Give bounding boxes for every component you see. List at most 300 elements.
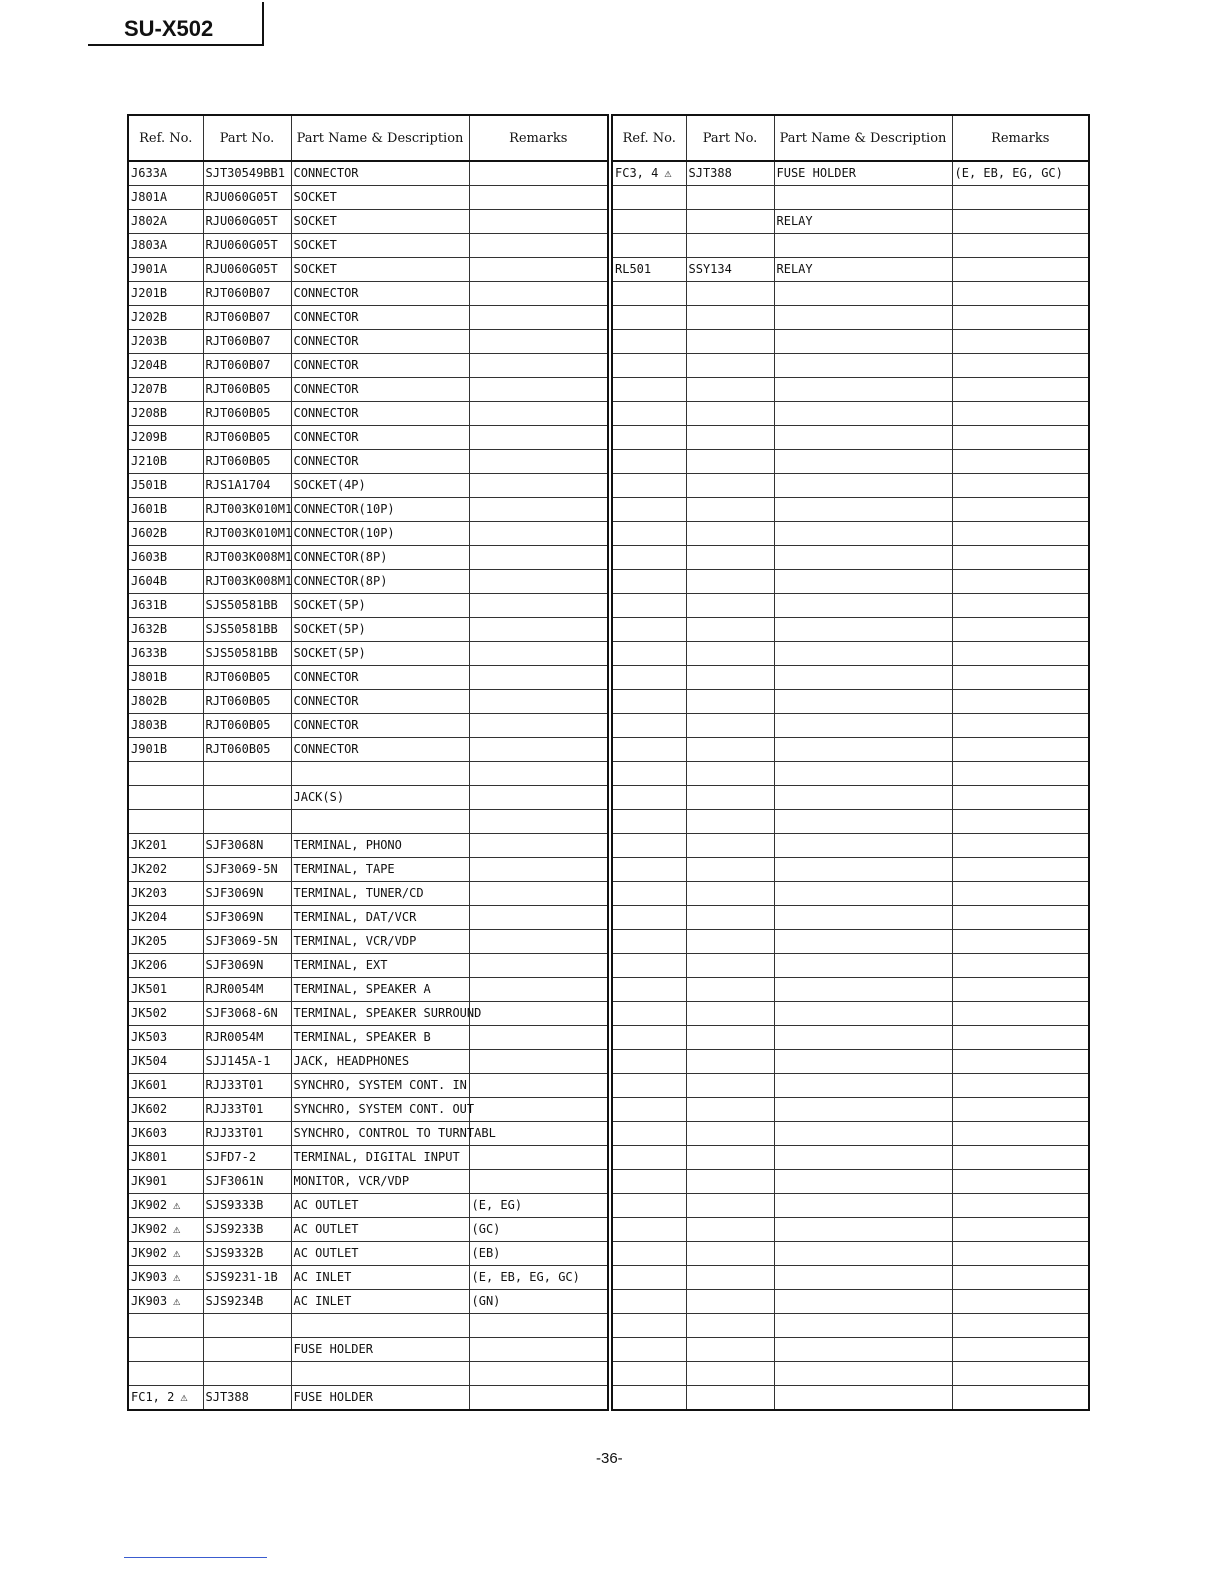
part-no-cell <box>686 714 774 738</box>
part-name-cell <box>774 666 952 690</box>
ref-no-text: J210B <box>131 454 168 468</box>
remarks-cell <box>469 330 607 354</box>
part-no-cell <box>203 1146 291 1170</box>
part-no-text: SJT30549BB1 <box>205 166 285 180</box>
part-name-cell <box>291 1338 469 1362</box>
table-row <box>613 1362 1088 1386</box>
part-name-cell <box>774 1194 952 1218</box>
remarks-text: (E, EB, EG, GC) <box>471 1270 580 1284</box>
part-name-cell <box>774 762 952 786</box>
table-row <box>129 858 607 882</box>
ref-no-cell <box>129 1242 203 1266</box>
footer-rule <box>124 1557 267 1558</box>
table-row <box>613 498 1088 522</box>
remarks-cell <box>952 474 1088 498</box>
table-row <box>613 522 1088 546</box>
part-no-cell <box>203 858 291 882</box>
part-no-cell <box>203 161 291 186</box>
part-no-text: SSY134 <box>688 262 732 276</box>
part-no-cell <box>686 354 774 378</box>
part-no-text: SJS9333B <box>205 1198 264 1212</box>
part-no-cell <box>203 186 291 210</box>
remarks-cell <box>469 930 607 954</box>
part-name-cell <box>291 426 469 450</box>
part-no-cell <box>686 570 774 594</box>
ref-no-text: JK206 <box>131 958 168 972</box>
part-name-cell <box>774 858 952 882</box>
part-no-cell <box>686 1170 774 1194</box>
part-name-text: SOCKET <box>293 262 337 276</box>
remarks-cell <box>469 978 607 1002</box>
part-no-cell <box>686 1026 774 1050</box>
part-no-cell <box>686 1338 774 1362</box>
remarks-cell <box>952 1218 1088 1242</box>
table-row <box>613 474 1088 498</box>
part-name-cell <box>774 570 952 594</box>
part-no-text: RJT003K008M1 <box>205 550 293 564</box>
remarks-cell <box>952 1290 1088 1314</box>
part-name-cell <box>291 618 469 642</box>
part-name-text: TERMINAL, TAPE <box>293 862 395 876</box>
ref-no-cell <box>129 690 203 714</box>
ref-no-text: JK902 <box>131 1222 168 1236</box>
table-row <box>613 594 1088 618</box>
ref-no-cell <box>613 786 686 810</box>
part-name-text: JACK, HEADPHONES <box>293 1054 410 1068</box>
ref-no-text: JK902 <box>131 1198 168 1212</box>
part-no-cell <box>203 786 291 810</box>
ref-no-cell <box>129 354 203 378</box>
table-row <box>613 1338 1088 1362</box>
part-no-text: RJT060B05 <box>205 694 271 708</box>
ref-no-cell <box>613 1074 686 1098</box>
remarks-cell <box>952 642 1088 666</box>
ref-no-cell <box>613 930 686 954</box>
part-no-cell <box>686 378 774 402</box>
part-no-text: RJT060B07 <box>205 334 271 348</box>
table-row <box>129 546 607 570</box>
table-row <box>613 186 1088 210</box>
remarks-cell <box>469 1362 607 1386</box>
safety-warning-icon: ⚠ <box>173 1270 181 1284</box>
part-name-cell <box>774 402 952 426</box>
part-name-cell <box>291 1242 469 1266</box>
table-row <box>129 1026 607 1050</box>
remarks-cell <box>469 762 607 786</box>
part-name-text: TERMINAL, DIGITAL INPUT <box>293 1150 460 1164</box>
parts-table-left-container <box>127 114 609 1411</box>
table-header-row <box>613 116 1088 161</box>
part-no-cell <box>203 1002 291 1026</box>
part-name-cell <box>291 882 469 906</box>
part-name-text: CONNECTOR <box>293 694 359 708</box>
remarks-text: (EB) <box>471 1246 501 1260</box>
part-name-cell <box>774 186 952 210</box>
ref-no-text: JK204 <box>131 910 168 924</box>
table-row <box>129 1074 607 1098</box>
part-name-cell <box>291 1050 469 1074</box>
ref-no-cell <box>129 1362 203 1386</box>
header-ref-no: Ref. No. <box>613 116 686 161</box>
remarks-cell <box>952 1122 1088 1146</box>
part-name-text: CONNECTOR(8P) <box>293 550 388 564</box>
part-name-cell <box>774 258 952 282</box>
ref-no-cell <box>613 1122 686 1146</box>
ref-no-cell <box>613 1266 686 1290</box>
ref-no-text: J603B <box>131 550 168 564</box>
header-remarks: Remarks <box>469 116 607 161</box>
part-no-text: SJS50581BB <box>205 598 278 612</box>
ref-no-cell <box>613 210 686 234</box>
remarks-cell <box>952 1170 1088 1194</box>
header-ref-no: Ref. No. <box>129 116 203 161</box>
table-row <box>613 834 1088 858</box>
ref-no-text: J632B <box>131 622 168 636</box>
part-name-text: TERMINAL, PHONO <box>293 838 402 852</box>
part-name-text: TERMINAL, DAT/VCR <box>293 910 417 924</box>
table-row <box>129 161 607 186</box>
ref-no-cell <box>613 1242 686 1266</box>
ref-no-cell <box>613 714 686 738</box>
ref-no-cell <box>129 1386 203 1410</box>
remarks-cell <box>952 498 1088 522</box>
remarks-cell <box>469 738 607 762</box>
part-no-cell <box>686 1266 774 1290</box>
part-name-text: CONNECTOR <box>293 742 359 756</box>
part-no-cell <box>203 954 291 978</box>
safety-warning-icon: ⚠ <box>180 1390 188 1404</box>
ref-no-text: JK901 <box>131 1174 168 1188</box>
part-no-text: SJF3068N <box>205 838 264 852</box>
remarks-cell <box>952 378 1088 402</box>
remarks-cell <box>469 161 607 186</box>
table-row <box>129 1386 607 1410</box>
ref-no-text: J604B <box>131 574 168 588</box>
remarks-cell <box>469 1194 607 1218</box>
part-name-cell <box>774 306 952 330</box>
table-row <box>129 1290 607 1314</box>
ref-no-text: JK201 <box>131 838 168 852</box>
part-no-text: SJT388 <box>688 166 732 180</box>
part-name-cell <box>774 1242 952 1266</box>
table-row <box>613 450 1088 474</box>
remarks-cell <box>469 354 607 378</box>
part-no-cell <box>203 258 291 282</box>
part-name-text: SYNCHRO, SYSTEM CONT. OUT <box>293 1102 475 1116</box>
ref-no-cell <box>129 618 203 642</box>
ref-no-cell <box>129 666 203 690</box>
remarks-cell <box>952 618 1088 642</box>
part-name-cell <box>291 1026 469 1050</box>
part-name-cell <box>291 498 469 522</box>
remarks-cell <box>469 210 607 234</box>
part-no-cell <box>686 954 774 978</box>
part-no-cell <box>686 1386 774 1410</box>
part-name-cell <box>291 594 469 618</box>
part-no-cell <box>203 570 291 594</box>
ref-no-cell <box>613 834 686 858</box>
part-no-cell <box>203 330 291 354</box>
ref-no-cell <box>613 1194 686 1218</box>
part-name-cell <box>774 834 952 858</box>
remarks-cell <box>952 738 1088 762</box>
remarks-cell <box>952 1002 1088 1026</box>
part-no-cell <box>203 474 291 498</box>
part-no-text: SJFD7-2 <box>205 1150 257 1164</box>
part-no-cell <box>686 210 774 234</box>
part-no-text: SJJ145A-1 <box>205 1054 271 1068</box>
part-no-cell <box>203 1266 291 1290</box>
remarks-cell <box>952 306 1088 330</box>
table-row <box>129 786 607 810</box>
part-name-text: SOCKET <box>293 238 337 252</box>
table-row <box>129 738 607 762</box>
part-name-text: RELAY <box>776 214 813 228</box>
part-no-text: RJT060B07 <box>205 286 271 300</box>
part-name-text: AC OUTLET <box>293 1198 359 1212</box>
remarks-cell <box>952 234 1088 258</box>
ref-no-cell <box>129 762 203 786</box>
remarks-cell <box>469 546 607 570</box>
part-name-cell <box>774 1098 952 1122</box>
remarks-cell <box>469 474 607 498</box>
part-no-cell <box>686 834 774 858</box>
ref-no-text: JK503 <box>131 1030 168 1044</box>
table-row <box>613 1098 1088 1122</box>
remarks-cell <box>952 450 1088 474</box>
remarks-cell <box>469 1026 607 1050</box>
ref-no-cell <box>613 474 686 498</box>
part-name-cell <box>774 1362 952 1386</box>
remarks-cell <box>952 1026 1088 1050</box>
table-row <box>613 930 1088 954</box>
ref-no-cell <box>613 161 686 186</box>
remarks-cell <box>952 1386 1088 1410</box>
remarks-cell <box>952 858 1088 882</box>
ref-no-cell <box>613 858 686 882</box>
ref-no-cell <box>613 666 686 690</box>
remarks-cell <box>469 642 607 666</box>
part-name-cell <box>774 1266 952 1290</box>
part-no-cell <box>686 258 774 282</box>
table-row <box>129 378 607 402</box>
part-no-cell <box>686 666 774 690</box>
ref-no-cell <box>129 1026 203 1050</box>
part-name-text: AC INLET <box>293 1270 352 1284</box>
part-name-cell <box>291 402 469 426</box>
remarks-cell <box>469 1002 607 1026</box>
part-name-cell <box>774 474 952 498</box>
ref-no-cell <box>613 1338 686 1362</box>
header-part-no: Part No. <box>203 116 291 161</box>
remarks-cell <box>469 786 607 810</box>
part-name-cell <box>774 882 952 906</box>
part-no-cell <box>203 594 291 618</box>
remarks-cell <box>952 762 1088 786</box>
part-no-text: SJS50581BB <box>205 622 278 636</box>
safety-warning-icon: ⚠ <box>173 1294 181 1308</box>
part-no-text: RJT060B05 <box>205 454 271 468</box>
remarks-cell <box>469 1218 607 1242</box>
parts-table-right-body <box>613 161 1088 1409</box>
ref-no-cell <box>129 186 203 210</box>
part-no-text: RJJ33T01 <box>205 1102 264 1116</box>
table-row <box>129 1266 607 1290</box>
remarks-cell <box>952 810 1088 834</box>
part-name-cell <box>291 954 469 978</box>
part-name-cell <box>774 642 952 666</box>
part-name-cell <box>291 1194 469 1218</box>
safety-warning-icon: ⚠ <box>173 1198 181 1212</box>
part-no-text: SJS9233B <box>205 1222 264 1236</box>
ref-no-cell <box>613 954 686 978</box>
part-name-cell <box>774 714 952 738</box>
part-name-cell <box>291 810 469 834</box>
table-row <box>613 570 1088 594</box>
ref-no-cell <box>129 570 203 594</box>
remarks-cell <box>952 714 1088 738</box>
ref-no-cell <box>129 1314 203 1338</box>
part-name-cell <box>291 1266 469 1290</box>
ref-no-text: J201B <box>131 286 168 300</box>
part-name-cell <box>291 906 469 930</box>
part-name-cell <box>774 810 952 834</box>
table-row <box>129 210 607 234</box>
remarks-cell <box>469 306 607 330</box>
part-name-cell <box>774 546 952 570</box>
ref-no-cell <box>129 1266 203 1290</box>
part-no-cell <box>203 882 291 906</box>
ref-no-cell <box>613 1290 686 1314</box>
part-no-cell <box>203 642 291 666</box>
remarks-cell <box>469 858 607 882</box>
part-no-text: RJT060B05 <box>205 406 271 420</box>
part-no-cell <box>686 426 774 450</box>
ref-no-text: J207B <box>131 382 168 396</box>
table-row <box>613 161 1088 186</box>
ref-no-text: J203B <box>131 334 168 348</box>
ref-no-cell <box>613 402 686 426</box>
part-no-cell <box>203 210 291 234</box>
ref-no-cell <box>129 1338 203 1362</box>
remarks-cell <box>952 1338 1088 1362</box>
table-row <box>129 186 607 210</box>
part-name-text: SOCKET(5P) <box>293 646 366 660</box>
part-name-cell <box>774 210 952 234</box>
part-no-text: RJJ33T01 <box>205 1078 264 1092</box>
part-name-cell <box>774 1386 952 1410</box>
remarks-cell <box>952 1146 1088 1170</box>
part-no-cell <box>203 498 291 522</box>
part-no-cell <box>203 618 291 642</box>
remarks-cell <box>469 426 607 450</box>
ref-no-text: FC3, 4 <box>615 166 659 180</box>
part-no-cell <box>203 1098 291 1122</box>
table-row <box>613 1242 1088 1266</box>
table-row <box>129 978 607 1002</box>
remarks-cell <box>952 786 1088 810</box>
remarks-cell <box>952 354 1088 378</box>
table-row <box>129 690 607 714</box>
part-name-text: TERMINAL, TUNER/CD <box>293 886 424 900</box>
ref-no-cell <box>613 1362 686 1386</box>
ref-no-text: JK501 <box>131 982 168 996</box>
table-row <box>613 1194 1088 1218</box>
ref-no-text: JK603 <box>131 1126 168 1140</box>
remarks-cell <box>469 1242 607 1266</box>
part-name-cell <box>291 786 469 810</box>
table-row <box>613 402 1088 426</box>
part-no-cell <box>203 402 291 426</box>
part-name-cell <box>774 690 952 714</box>
table-row <box>129 306 607 330</box>
part-no-cell <box>686 642 774 666</box>
part-name-text: TERMINAL, SPEAKER SURROUND <box>293 1006 482 1020</box>
remarks-cell <box>952 1362 1088 1386</box>
part-no-text: SJF3068-6N <box>205 1006 278 1020</box>
part-no-cell <box>686 810 774 834</box>
part-no-text: SJS9234B <box>205 1294 264 1308</box>
part-name-cell <box>774 282 952 306</box>
ref-no-cell <box>613 306 686 330</box>
ref-no-cell <box>613 738 686 762</box>
part-name-cell <box>291 930 469 954</box>
ref-no-cell <box>613 1050 686 1074</box>
table-row <box>613 210 1088 234</box>
remarks-cell <box>952 1266 1088 1290</box>
table-row <box>613 858 1088 882</box>
part-name-cell <box>291 522 469 546</box>
ref-no-cell <box>613 546 686 570</box>
part-name-text: CONNECTOR(8P) <box>293 574 388 588</box>
part-no-cell <box>686 882 774 906</box>
remarks-cell <box>469 402 607 426</box>
remarks-cell <box>952 546 1088 570</box>
part-name-cell <box>291 210 469 234</box>
table-row <box>129 234 607 258</box>
part-no-cell <box>686 1074 774 1098</box>
part-no-text: SJF3069N <box>205 958 264 972</box>
ref-no-cell <box>613 330 686 354</box>
part-no-cell <box>686 161 774 186</box>
ref-no-cell <box>129 258 203 282</box>
part-name-cell <box>291 1074 469 1098</box>
part-no-cell <box>203 450 291 474</box>
part-no-cell <box>686 1050 774 1074</box>
remarks-cell <box>469 522 607 546</box>
table-row <box>129 474 607 498</box>
part-name-cell <box>291 258 469 282</box>
part-no-text: RJT060B05 <box>205 718 271 732</box>
ref-no-text: J801A <box>131 190 168 204</box>
remarks-cell <box>952 906 1088 930</box>
part-no-text: RJS1A1704 <box>205 478 271 492</box>
part-name-text: FUSE HOLDER <box>293 1342 373 1356</box>
remarks-cell <box>469 1314 607 1338</box>
ref-no-cell <box>613 378 686 402</box>
part-name-cell <box>291 1362 469 1386</box>
table-row <box>613 258 1088 282</box>
ref-no-cell <box>613 690 686 714</box>
part-name-text: FUSE HOLDER <box>293 1390 373 1404</box>
part-name-cell <box>774 738 952 762</box>
table-row <box>129 1122 607 1146</box>
part-no-cell <box>203 1290 291 1314</box>
part-no-cell <box>686 738 774 762</box>
remarks-text: (GN) <box>471 1294 501 1308</box>
table-row <box>129 714 607 738</box>
remarks-cell <box>469 1098 607 1122</box>
